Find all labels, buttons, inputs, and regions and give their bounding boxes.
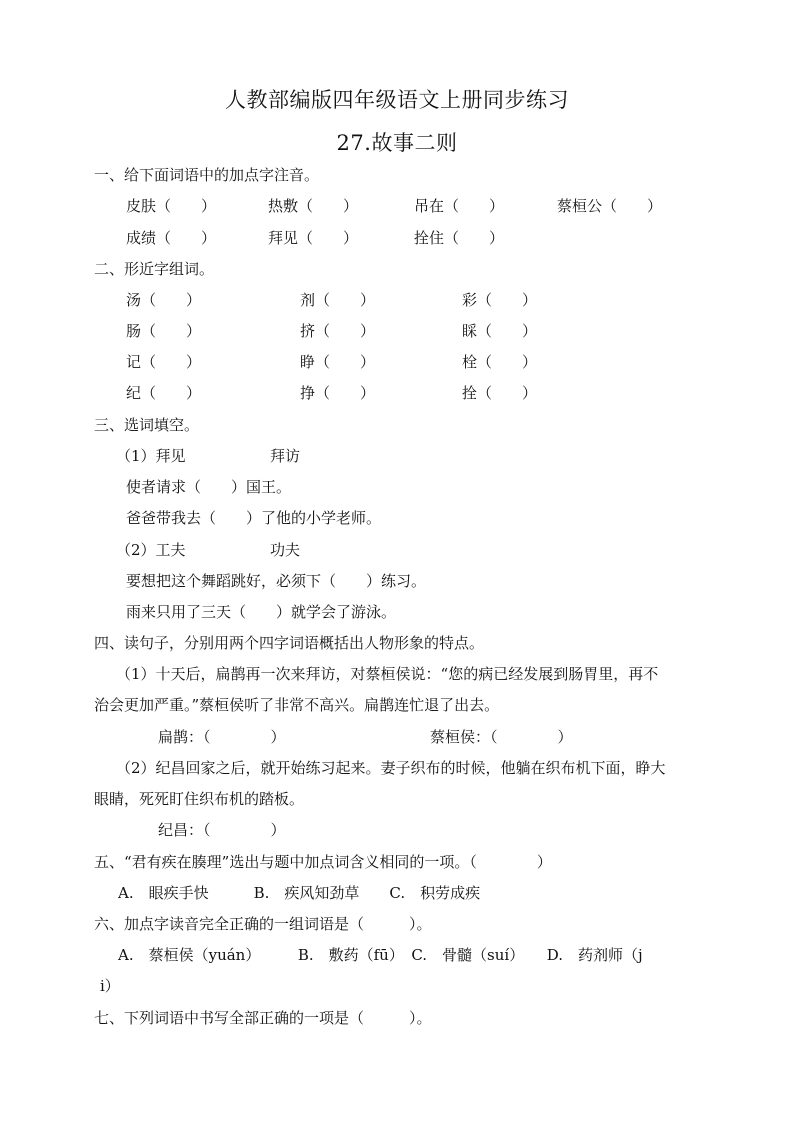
char-item: 剂（ ）: [300, 291, 376, 309]
section-1-heading: 一、给下面词语中的加点字注音。: [94, 166, 320, 184]
section-2-heading: 二、形近字组词。: [94, 260, 215, 278]
section-6-options-wrap: i）: [100, 977, 120, 995]
char-item: 栓（ ）: [462, 353, 538, 371]
section-6-options: A. 蔡桓侯（yuán） B. 敷药（fū） C. 骨髓（suí） D. 药剂师（j: [118, 946, 643, 964]
passage-2-line-1: （2）纪昌回家之后，就开始练习起来。妻子织布的时候，他躺在织布机下面，睁大: [116, 759, 666, 777]
char-item: 睁（ ）: [300, 353, 376, 371]
answer-jichang: 纪昌：（ ）: [158, 821, 286, 839]
q1-label: （1）拜见: [116, 447, 186, 465]
char-item: 彩（ ）: [462, 291, 538, 309]
q1-sentence-a: 使者请求（ ）国王。: [126, 478, 292, 496]
char-item: 肠（ ）: [126, 322, 202, 340]
q1-option: 拜访: [270, 447, 301, 465]
q2-sentence-a: 要想把这个舞蹈跳好，必须下（ ）练习。: [126, 572, 427, 590]
page-title: 人教部编版四年级语文上册同步练习: [225, 88, 569, 112]
pinyin-item: 成绩（ ）: [126, 229, 217, 247]
pinyin-item: 拜见（ ）: [268, 229, 359, 247]
char-item: 纪（ ）: [126, 384, 202, 402]
q1-sentence-b: 爸爸带我去（ ）了他的小学老师。: [126, 509, 382, 527]
char-item: 拴（ ）: [462, 384, 538, 402]
char-item: 挤（ ）: [300, 322, 376, 340]
section-6-heading: 六、加点字读音完全正确的一组词语是（ ）。: [94, 915, 432, 933]
answer-bianque: 扁鹊：（ ）: [158, 728, 286, 746]
char-item: 挣（ ）: [300, 384, 376, 402]
section-5-options: A. 眼疾手快 B. 疾风知劲草 C. 积劳成疾: [118, 884, 481, 902]
char-item: 记（ ）: [126, 353, 202, 371]
q2-option: 功夫: [270, 541, 301, 559]
pinyin-item: 皮肤（ ）: [126, 197, 217, 215]
section-4-heading: 四、读句子，分别用两个四字词语概括出人物形象的特点。: [94, 634, 485, 652]
section-5-heading: 五、“君有疾在腠理”选出与题中加点词含义相同的一项。（ ）: [94, 853, 552, 871]
section-3-heading: 三、选词填空。: [94, 416, 200, 434]
passage-1-line-2: 治会更加严重。”蔡桓侯听了非常不高兴。扁鹊连忙退了出去。: [94, 696, 500, 714]
pinyin-item: 拴住（ ）: [414, 229, 505, 247]
q2-label: （2）工夫: [116, 541, 186, 559]
section-7-heading: 七、下列词语中书写全部正确的一项是（ ）。: [94, 1009, 432, 1027]
char-item: 睬（ ）: [462, 322, 538, 340]
passage-2-line-2: 眼睛，死死盯住织布机的踏板。: [94, 790, 305, 808]
q2-sentence-b: 雨来只用了三天（ ）就学会了游泳。: [126, 603, 397, 621]
passage-1-line-1: （1）十天后，扁鹊再一次来拜访，对蔡桓侯说：“您的病已经发展到肠胃里，再不: [116, 665, 659, 683]
pinyin-item: 热敷（ ）: [268, 197, 359, 215]
answer-caihuanhou: 蔡桓侯：（ ）: [430, 728, 573, 746]
pinyin-item: 吊在（ ）: [414, 197, 505, 215]
pinyin-item: 蔡桓公（ ）: [557, 197, 663, 215]
lesson-title: 27.故事二则: [336, 131, 458, 155]
char-item: 汤（ ）: [126, 291, 202, 309]
